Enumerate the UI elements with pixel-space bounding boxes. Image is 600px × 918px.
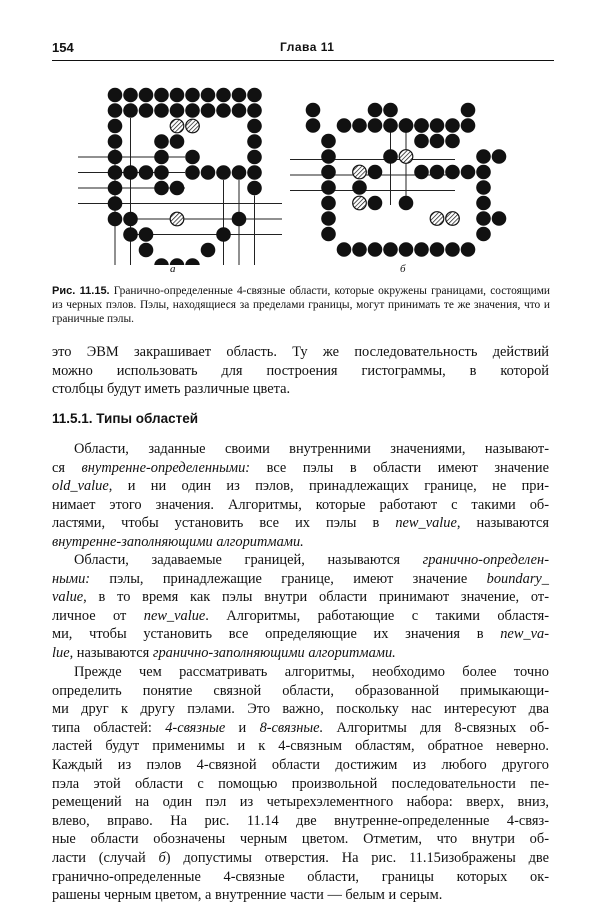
figure-a-label: а <box>170 263 176 275</box>
boundary-pel <box>108 88 123 103</box>
boundary-pel <box>154 258 169 265</box>
hatched-pel <box>186 119 200 133</box>
text-line: ми друг к другу пэлами. Это важно, поскольку нас интересуют два <box>52 701 549 718</box>
running-header <box>52 40 554 60</box>
boundary-pel <box>399 242 414 257</box>
boundary-pel <box>430 242 445 257</box>
text-line: пэла этой области с помощью произвольной последовательности пе- <box>52 775 549 792</box>
boundary-pel <box>154 165 169 180</box>
boundary-pel <box>170 103 185 118</box>
hatched-pel <box>399 150 413 164</box>
boundary-pel <box>108 103 123 118</box>
boundary-pel <box>123 212 138 227</box>
boundary-pel <box>383 149 398 164</box>
boundary-pel <box>108 150 123 165</box>
boundary-pel <box>321 165 336 180</box>
hatched-pel <box>170 119 184 133</box>
boundary-pel <box>476 149 491 164</box>
page-number: 154 <box>52 40 74 55</box>
boundary-pel <box>321 180 336 195</box>
boundary-pel <box>247 119 262 134</box>
boundary-pel <box>306 103 321 118</box>
boundary-pel <box>337 242 352 257</box>
boundary-pel <box>414 134 429 149</box>
boundary-pel <box>232 88 247 103</box>
boundary-pel <box>154 103 169 118</box>
boundary-pel <box>247 103 262 118</box>
boundary-pel <box>383 242 398 257</box>
boundary-pel <box>476 196 491 211</box>
text-line: рашены черным цветом, а внутренние части — белым и серым. <box>52 887 443 904</box>
boundary-pel <box>430 134 445 149</box>
boundary-pel <box>368 165 383 180</box>
boundary-pel <box>139 103 154 118</box>
boundary-pel <box>492 211 507 226</box>
boundary-pel <box>476 180 491 195</box>
chapter-title: Глава 11 <box>280 40 335 54</box>
boundary-pel <box>476 211 491 226</box>
boundary-pel <box>368 118 383 133</box>
text-line: Прежде чем рассматривать алгоритмы, необходимо более точно <box>74 664 549 680</box>
boundary-pel <box>492 149 507 164</box>
boundary-pel <box>368 103 383 118</box>
text-line: ные области обозначены черным цветом. Отметим, что внутри об- <box>52 831 549 848</box>
boundary-pel <box>247 150 262 165</box>
boundary-pel <box>216 165 231 180</box>
boundary-pel <box>476 227 491 242</box>
boundary-pel <box>352 118 367 133</box>
boundary-pel <box>216 227 231 242</box>
text-line: гранично-определенные 4-связные области, границы которых ок- <box>52 868 549 885</box>
boundary-pel <box>306 118 321 133</box>
hatched-pel <box>170 212 184 226</box>
boundary-pel <box>352 242 367 257</box>
boundary-pel <box>185 103 200 118</box>
text-line: столбцы будут иметь различные цвета. <box>52 381 291 398</box>
text-line: внутренне-заполняющими алгоритмами. <box>52 533 304 550</box>
figure-b-grid <box>290 103 506 257</box>
boundary-pel <box>170 181 185 196</box>
text-line: old_value, и ни один из пэлов, принадлежащих границе, не при- <box>52 478 549 495</box>
boundary-pel <box>430 118 445 133</box>
boundary-pel <box>201 88 216 103</box>
text-line: ластей будут применимы и к 4-связным областям, обратное неверно. <box>52 738 549 755</box>
boundary-pel <box>383 103 398 118</box>
text-line: value, в то время как пэлы внутри области принимают значение, от- <box>52 589 549 606</box>
text-line: Каждый из пэлов 4-связной области достижим из любого другого <box>52 756 549 773</box>
boundary-pel <box>461 165 476 180</box>
text-line: типа областей: 4-связные и 8-связные. Алгоритмы для 8-связных об- <box>52 719 549 736</box>
text-line: личное от new_value. Алгоритмы, работающие с такими областя- <box>52 607 549 624</box>
caption-label: Рис. 11.15. <box>52 285 110 297</box>
boundary-pel <box>108 134 123 149</box>
text-line: определить понятие связной области, образованной примыкающи- <box>52 682 549 699</box>
boundary-pel <box>414 242 429 257</box>
boundary-pel <box>461 103 476 118</box>
boundary-pel <box>321 196 336 211</box>
figure-caption <box>52 284 550 326</box>
boundary-pel <box>321 149 336 164</box>
boundary-pel <box>201 103 216 118</box>
header-rule <box>52 60 554 61</box>
boundary-pel <box>139 88 154 103</box>
paragraph-intro <box>52 343 549 399</box>
boundary-pel <box>139 165 154 180</box>
boundary-pel <box>445 134 460 149</box>
text-line: нимает этого значения. Алгоритмы, которые работают с такими об- <box>52 496 549 513</box>
boundary-pel <box>185 88 200 103</box>
paragraph-interior-defined <box>52 440 549 552</box>
boundary-pel <box>154 88 169 103</box>
boundary-pel <box>154 134 169 149</box>
hatched-pel <box>353 196 367 210</box>
boundary-pel <box>170 134 185 149</box>
text-line: ласти (случай б) допустимы отверстия. На рис. 11.15изображены две <box>52 849 549 866</box>
boundary-pel <box>123 227 138 242</box>
text-line: ми, чтобы установить все определяющие их значения в new_va- <box>52 626 549 643</box>
caption-text: Гранично-определенные 4-связные области, которые окружены границами, состоящими из черных пэлов. Пэлы, находящиеся за пределами границы, могут принимать те же значения, что и граничные пэлы. <box>52 285 550 325</box>
figure-b-label: б <box>400 263 406 275</box>
boundary-pel <box>414 165 429 180</box>
text-line: Области, заданные своими внутренними значениями, называют- <box>74 441 549 457</box>
boundary-pel <box>185 258 200 265</box>
text-line: ремещений на один пэл из четырехэлементного набора: вверх, вниз, <box>52 794 549 811</box>
boundary-pel <box>139 243 154 258</box>
figure-a-grid <box>78 88 282 265</box>
boundary-pel <box>123 88 138 103</box>
boundary-pel <box>108 165 123 180</box>
boundary-pel <box>108 212 123 227</box>
boundary-pel <box>399 118 414 133</box>
text-line: можно использовать для построения гистограммы, в которой <box>52 362 549 379</box>
boundary-pel <box>337 118 352 133</box>
boundary-pel <box>232 103 247 118</box>
boundary-pel <box>476 165 491 180</box>
boundary-pel <box>123 165 138 180</box>
boundary-pel <box>232 212 247 227</box>
boundary-pel <box>185 150 200 165</box>
paragraph-boundary-defined <box>52 551 549 663</box>
boundary-pel <box>445 242 460 257</box>
boundary-pel <box>108 181 123 196</box>
boundary-pel <box>201 243 216 258</box>
boundary-pel <box>352 180 367 195</box>
text-line: ластями, чтобы установить все их пэлы в new_value, называются <box>52 515 549 532</box>
text-line: ными: пэлы, принадлежащие границе, имеют значение boundary_ <box>52 570 549 587</box>
boundary-pel <box>461 242 476 257</box>
hatched-pel <box>353 165 367 179</box>
boundary-pel <box>139 227 154 242</box>
boundary-pel <box>445 165 460 180</box>
boundary-pel <box>430 165 445 180</box>
boundary-pel <box>368 242 383 257</box>
boundary-pel <box>154 181 169 196</box>
text-line: lue, называются гранично-заполняющими алгоритмами. <box>52 644 396 661</box>
boundary-pel <box>108 119 123 134</box>
boundary-pel <box>383 118 398 133</box>
boundary-pel <box>399 196 414 211</box>
boundary-pel <box>368 196 383 211</box>
text-line: влево, вправо. На рис. 11.14 две внутренне-определенные 4-связ- <box>52 812 549 829</box>
boundary-pel <box>461 118 476 133</box>
boundary-pel <box>216 103 231 118</box>
text-line: Области, задаваемые границей, называются гранично-определен- <box>74 552 549 568</box>
boundary-pel <box>232 165 247 180</box>
boundary-pel <box>201 165 216 180</box>
boundary-pel <box>321 227 336 242</box>
hatched-pel <box>446 212 460 226</box>
boundary-pel <box>247 134 262 149</box>
text-line: ся внутренне-определенными: все пэлы в области имеют значение <box>52 459 549 476</box>
boundary-pel <box>170 88 185 103</box>
boundary-pel <box>123 103 138 118</box>
boundary-pel <box>216 88 231 103</box>
hatched-pel <box>430 212 444 226</box>
boundary-pel <box>185 165 200 180</box>
boundary-pel <box>108 196 123 211</box>
boundary-pel <box>321 134 336 149</box>
boundary-pel <box>247 88 262 103</box>
boundary-pel <box>154 150 169 165</box>
section-heading: 11.5.1. Типы областей <box>52 411 199 426</box>
boundary-pel <box>247 165 262 180</box>
boundary-pel <box>445 118 460 133</box>
figure-11-15 <box>0 65 600 265</box>
text-line: это ЭВМ закрашивает область. Ту же последовательность действий <box>52 344 549 360</box>
paragraph-connected-regions <box>52 663 549 905</box>
boundary-pel <box>247 181 262 196</box>
boundary-pel <box>321 211 336 226</box>
boundary-pel <box>414 118 429 133</box>
